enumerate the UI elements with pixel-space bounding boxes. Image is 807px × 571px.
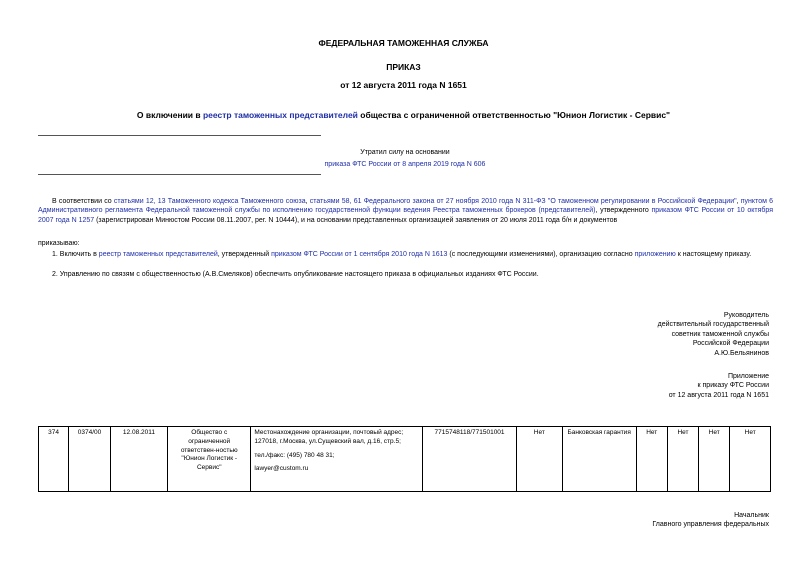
lost-force-text: Утратил силу на основании — [360, 149, 450, 156]
table-cell: Нет — [730, 427, 771, 492]
table-cell: 12.08.2011 — [110, 427, 167, 492]
signature-line: Руководитель — [723, 312, 769, 319]
divider-top — [38, 135, 321, 136]
document-date-number: от 12 августа 2011 года N 1651 — [340, 80, 467, 90]
table-cell: Нет — [636, 427, 667, 492]
appendix-line: Приложение — [727, 373, 769, 380]
address-text: Местонахождение организации, почтовый адрес; 127018, г.Москва, ул.Сущевский вал, д.16, стр.5; — [254, 429, 404, 445]
table-cell: 0374/00 — [69, 427, 111, 492]
registry-link[interactable]: реестр таможенных представителей — [98, 251, 218, 258]
preamble-text: , — [736, 198, 741, 205]
footer-signature — [652, 511, 769, 530]
regulation-link[interactable]: пунктом 6 Административного регламента Федеральной таможенной службы по исполнению государственной функции ведения Реестра таможенных брокеров (представителей) — [38, 198, 774, 215]
email-text: lawyer@custom.ru — [254, 465, 309, 473]
title-registry-link[interactable]: реестр таможенных представителей — [202, 110, 358, 120]
item-text: 1. Включить в — [52, 251, 99, 258]
order-1257-link[interactable]: приказом ФТС России от 10 октября 2007 года N 1257 — [38, 207, 774, 224]
item-text: к настоящему приказу. — [675, 251, 752, 258]
table-cell: 374 — [39, 427, 69, 492]
preamble-text: (зарегистрирован Минюстом России 08.11.2007, рег. N 10444), и на основании представленных организацией заявления от 20 июля 2011 года б/н и документов — [94, 216, 618, 224]
federal-law-link[interactable]: статьями 58, 61 Федерального закона от 27 ноября 2010 года N 311-ФЗ "О таможенном регулировании в Российской Федерации" — [309, 198, 737, 205]
footer-line: Начальник — [734, 512, 769, 519]
table-cell: Общество с ограниченной ответствен-ностью "Юнион Логистик - Сервис" — [168, 427, 251, 492]
signature-block — [658, 311, 769, 358]
preamble-text: , — [305, 198, 310, 205]
title-text-pre: О включении в — [136, 110, 203, 120]
table-cell: Банковская гарантия — [562, 427, 636, 492]
appendix-line: к приказу ФТС России — [697, 382, 769, 390]
registry-table — [38, 426, 771, 492]
order-item-2: 2. Управлению по связям с общественностью (А.В.Смеляков) обеспечить опубликование настоящего приказа в официальных изданиях ФТС России. — [52, 271, 539, 278]
table-cell: Нет — [516, 427, 562, 492]
signature-line: советник таможенной службы — [671, 330, 769, 338]
order-item-1 — [52, 250, 772, 259]
customs-code-link[interactable]: статьями 12, 13 Таможенного кодекса Таможенного союза — [113, 198, 306, 205]
appendix-heading — [669, 372, 769, 400]
preamble-paragraph — [38, 197, 773, 225]
preamble-text: , утвержденного — [595, 207, 652, 215]
footer-line: Главного управления федеральных — [652, 521, 769, 529]
table-cell: Нет — [667, 427, 698, 492]
document-type: ПРИКАЗ — [386, 62, 421, 72]
order-1613-link[interactable]: приказом ФТС России от 1 сентября 2010 года N 1613 — [271, 251, 448, 258]
table-cell: Нет — [699, 427, 730, 492]
lost-force-link[interactable]: приказа ФТС России от 8 апреля 2019 года N 606 — [324, 161, 486, 169]
preamble-text: В соответствии со — [52, 198, 114, 205]
signature-line: действительный государственный — [657, 321, 769, 329]
title-text-post: общества с ограниченной ответственностью "Юнион Логистик - Сервис" — [357, 110, 671, 120]
table-cell-address — [251, 427, 423, 492]
signature-name: А.Ю.Бельянинов — [714, 349, 769, 357]
phone-text: тел./факс: (495) 780 48 31; — [254, 451, 335, 459]
agency-heading: ФЕДЕРАЛЬНАЯ ТАМОЖЕННАЯ СЛУЖБА — [318, 38, 489, 48]
table-cell: 7715748118/771501001 — [423, 427, 517, 492]
item-text: , утвержденный — [217, 251, 272, 258]
appendix-link[interactable]: приложению — [634, 251, 676, 258]
table-row — [39, 427, 771, 492]
order-word: приказываю: — [38, 240, 80, 247]
lost-force-note — [280, 148, 530, 173]
document-title — [0, 110, 807, 121]
divider-bottom — [38, 174, 321, 175]
signature-line: Российской Федерации — [692, 340, 769, 348]
appendix-line: от 12 августа 2011 года N 1651 — [668, 391, 769, 399]
item-text: (с последующими изменениями), организацию согласно — [447, 251, 635, 258]
